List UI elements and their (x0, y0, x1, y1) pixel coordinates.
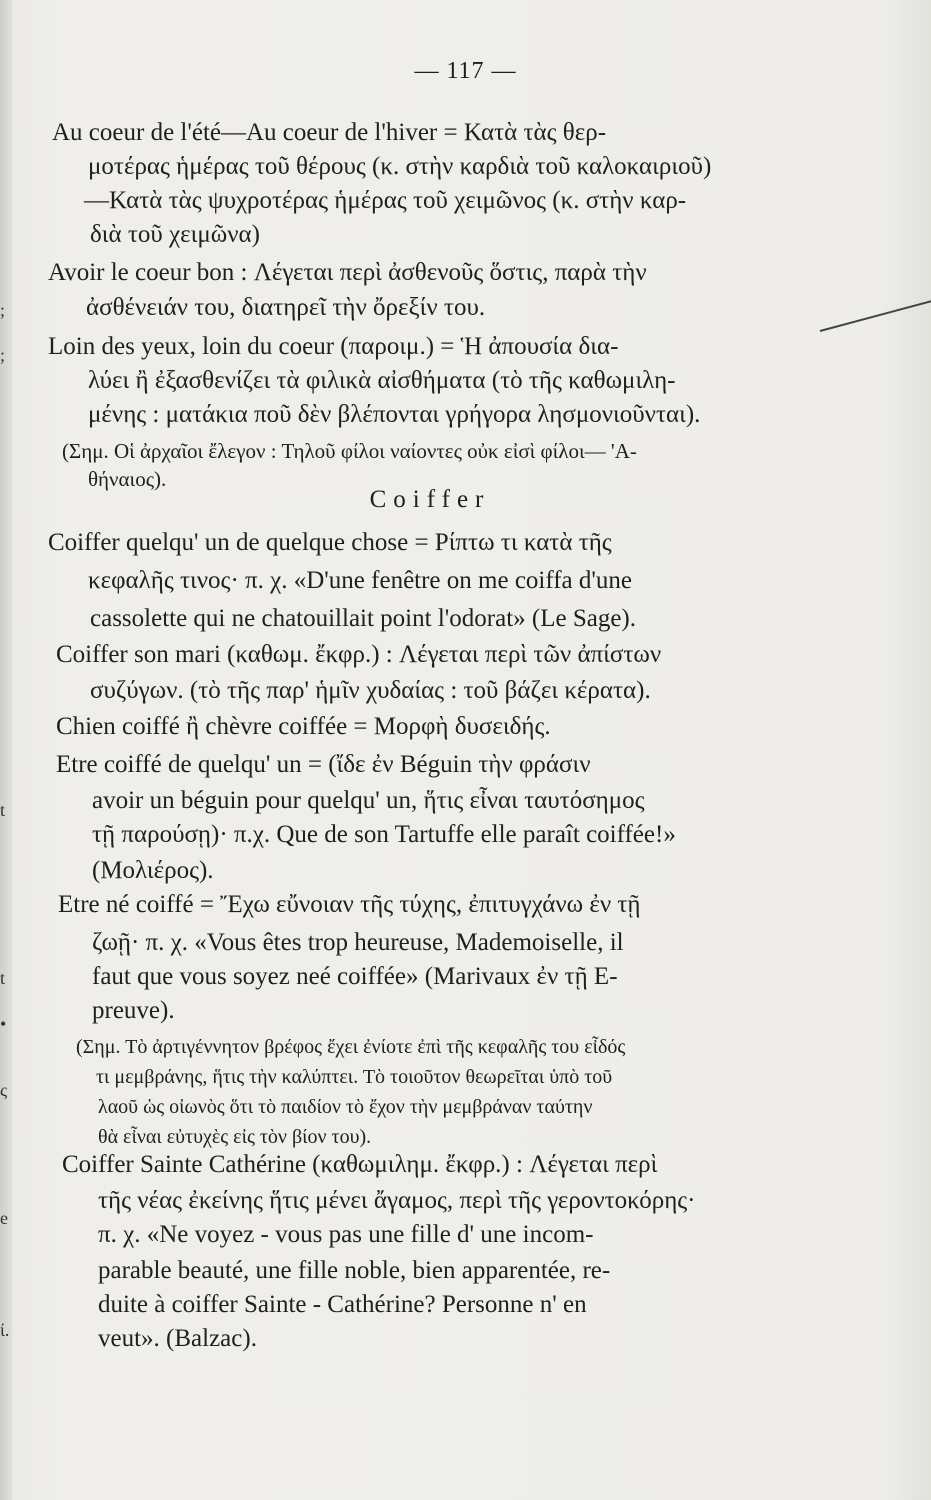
binding-gutter (0, 0, 12, 1500)
text-line: ζωῇ· π. χ. «Vous êtes trop heureuse, Mademoiselle, il (92, 929, 624, 956)
text-line: ἀσθένειάν του, διατηρεῖ τὴν ὄρεξίν του. (86, 294, 486, 321)
margin-mark: • (0, 1014, 7, 1034)
margin-mark: ς (0, 1080, 8, 1100)
margin-mark: ί. (0, 1320, 10, 1340)
text-line: —Κατὰ τὰς ψυχροτέρας ἡμέρας τοῦ χειμῶνος (κ. στὴν καρ- (84, 187, 687, 214)
margin-mark: t (0, 800, 6, 820)
text-line: Coiffer Sainte Cathérine (καθωμιλημ. ἔκφρ.) : Λέγεται περὶ (62, 1151, 658, 1178)
text-line: veut». (Balzac). (98, 1325, 257, 1352)
text-line: Etre né coiffé = Ἔχω εὔνοιαν τῆς τύχης, ἐπιτυγχάνω ἐν τῇ (58, 891, 641, 918)
text-line: Coiffer quelqu' un de quelque chose = Ρίπτω τι κατὰ τῆς (48, 529, 612, 556)
text-line: λύει ἢ ἐξασθενίζει τὰ φιλικὰ αἰσθήματα (τὸ τῆς καθωμιλη- (88, 367, 676, 394)
text-line: κεφαλῆς τινος· π. χ. «D'une fenêtre on me coiffa d'une (88, 567, 633, 594)
text-line: Loin des yeux, loin du coeur (παροιμ.) = Ἡ ἀπουσία δια- (48, 333, 619, 360)
text-line: Chien coiffé ἢ chèvre coiffée = Μορφὴ δυσειδής. (56, 713, 551, 740)
note-line: λαοῦ ὡς οἰωνὸς ὅτι τὸ παιδίον τὸ ἔχον τὴν μεμβράναν ταύτην (98, 1096, 593, 1118)
text-line: τῆς νέας ἐκείνης ἥτις μένει ἄγαμος, περὶ τῆς γεροντοκόρης· (98, 1187, 696, 1214)
note-line: (Σημ. Τὸ ἀρτιγέννητον βρέφος ἔχει ἐνίοτε ἐπὶ τῆς κεφαλῆς του εἶδός (76, 1036, 626, 1058)
section-heading: Coiffer (369, 486, 491, 513)
text-line: parable beauté, une fille noble, bien apparentée, re- (98, 1257, 611, 1284)
margin-mark: ; (0, 345, 6, 365)
text-line: διὰ τοῦ χειμῶνα) (90, 221, 260, 248)
note-line: (Σημ. Οἱ ἀρχαῖοι ἔλεγον : Τηλοῦ φίλοι ναίοντες οὐκ εἰσὶ φίλοι— 'Α- (62, 439, 637, 463)
text-line: cassolette qui ne chatouillait point l'odorat» (Le Sage). (90, 605, 637, 632)
note-line: θὰ εἶναι εὐτυχὲς εἰς τὸν βίον του). (98, 1126, 372, 1148)
text-line: μοτέρας ἡμέρας τοῦ θέρους (κ. στὴν καρδιὰ τοῦ καλοκαιριοῦ) (88, 153, 712, 180)
text-line: Etre coiffé de quelqu' un = (ἴδε ἐν Béguin τὴν φράσιν (56, 751, 591, 778)
margin-mark: t (0, 968, 6, 988)
margin-mark: e (0, 1208, 8, 1228)
text-line: π. χ. «Ne voyez - vous pas une fille d' une incom- (98, 1221, 594, 1248)
page-number: — 117 — (414, 58, 517, 84)
text-line: duite à coiffer Sainte - Cathérine? Personne n' en (98, 1291, 587, 1318)
note-line: τι μεμβράνης, ἥτις τὴν καλύπτει. Τὸ τοιοῦτον θεωρεῖται ὑπὸ τοῦ (96, 1066, 613, 1088)
text-line: preuve). (92, 997, 175, 1024)
text-line: μένης : ματάκια ποῦ δὲν βλέπονται γρήγορα λησμονιοῦνται). (88, 401, 701, 428)
note-line: θήναιος). (88, 467, 167, 491)
text-line: συζύγων. (τὸ τῆς παρ' ἡμῖν χυδαίας : τοῦ βάζει κέρατα). (90, 677, 651, 704)
margin-mark: ; (0, 300, 6, 320)
text-line: Avoir le coeur bon : Λέγεται περὶ ἀσθενοῦς ὅστις, παρὰ τὴν (48, 259, 647, 286)
text-line: avoir un béguin pour quelqu' un, ἥτις εἶναι ταυτόσημος (92, 787, 645, 814)
text-line: Au coeur de l'été—Au coeur de l'hiver = Κατὰ τὰς θερ- (52, 119, 607, 146)
text-line: (Μολιέρος). (92, 857, 214, 884)
text-line: faut que vous soyez neé coiffée» (Marivaux ἐν τῇ E- (92, 963, 618, 990)
text-line: τῇ παρούσῃ)· π.χ. Que de son Tartuffe elle paraît coiffée!» (92, 821, 676, 848)
text-line: Coiffer son mari (καθωμ. ἔκφρ.) : Λέγεται περὶ τῶν ἀπίστων (56, 641, 662, 668)
pen-stroke-mark (820, 296, 931, 332)
